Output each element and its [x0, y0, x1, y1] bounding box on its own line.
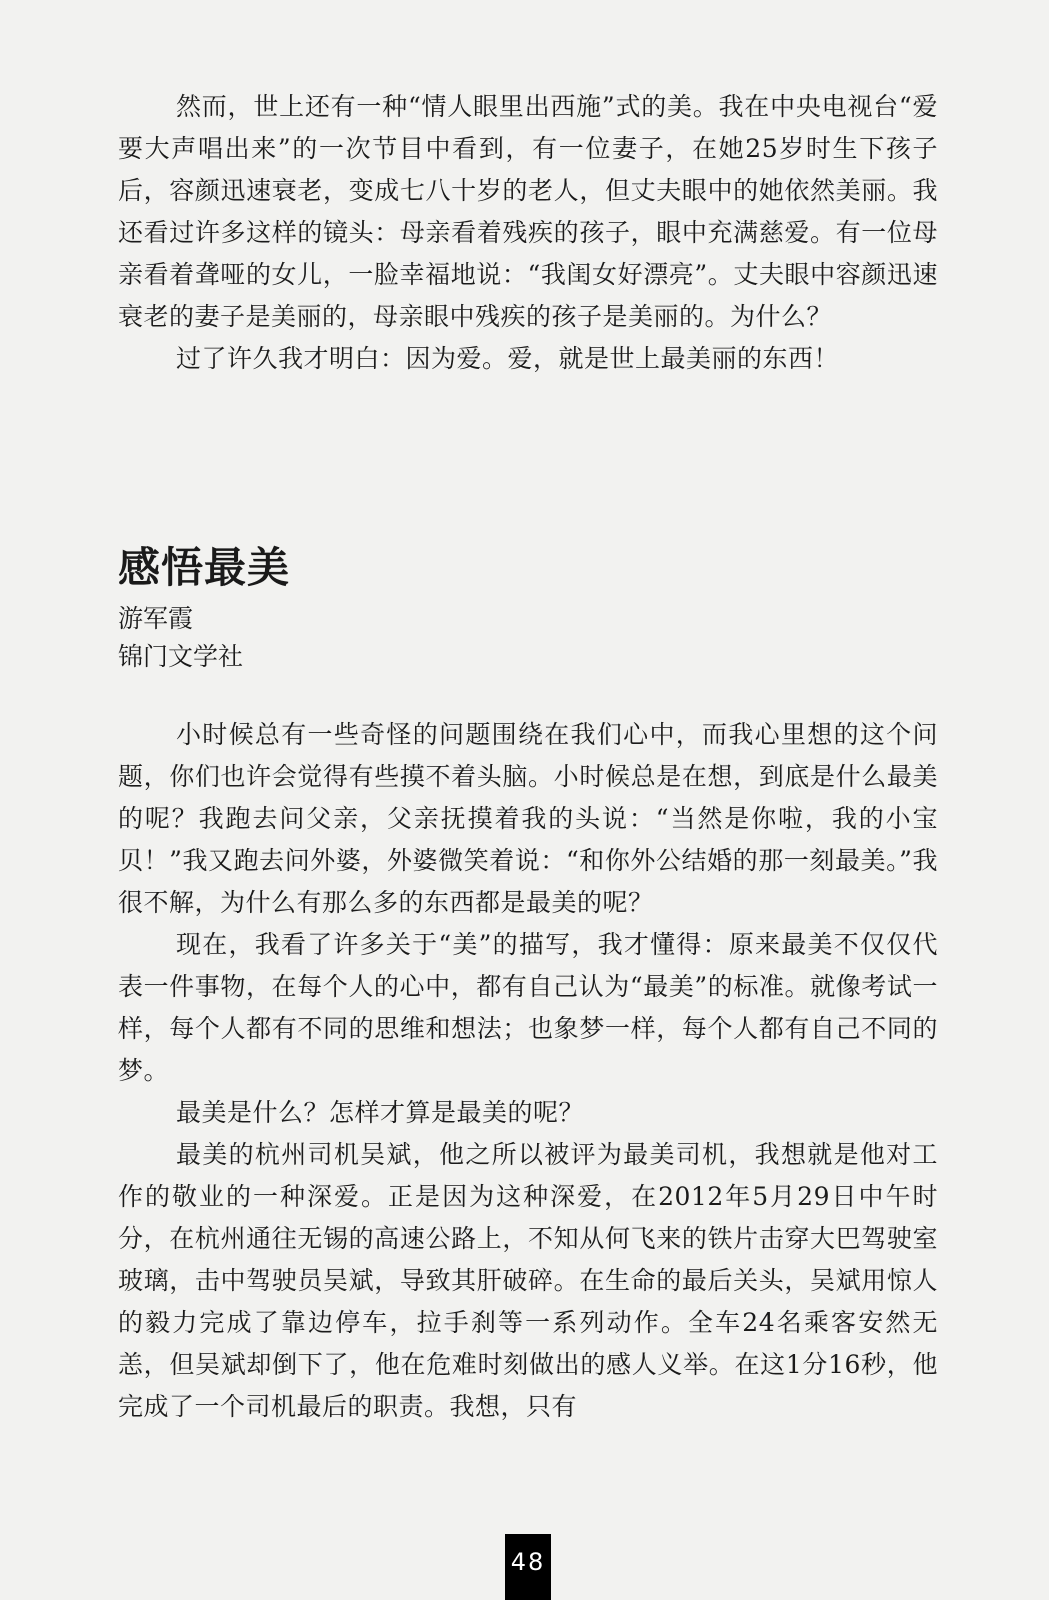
paragraph: 过了许久我才明白：因为爱。爱，就是世上最美丽的东西！ [176, 344, 840, 373]
article-author: 游军霞 [118, 604, 194, 633]
paragraph: 最美是什么？怎样才算是最美的呢？ [176, 1098, 585, 1127]
paragraph: 然而，世上还有一种“情人眼里出西施”式的美。我在中央电视台“爱要大声唱出来”的一次节目中看到，有一位妻子，在她25岁时生下孩子后，容颜迅速衰老，变成七八十岁的老人，但丈夫眼中的她依然美丽。我还看过许多这样的镜头：母亲看着残疾的孩子，眼中充满慈爱。有一位母亲看着聋哑的女儿，一脸幸福地说：“我闺女好漂亮”。丈夫眼中容颜迅速衰老的妻子是美丽的，母亲眼中残疾的孩子是美丽的。为什么？ [118, 92, 938, 331]
previous-article-ending [118, 86, 938, 380]
paragraph: 现在，我看了许多关于“美”的描写，我才懂得：原来最美不仅仅代表一件事物，在每个人的心中，都有自己认为“最美”的标准。就像考试一样，每个人都有不同的思维和想法；也象梦一样，每个人都有自己不同的梦。 [118, 930, 938, 1085]
page-number: 48 [505, 1534, 551, 1600]
article-organization: 锦门文学社 [118, 642, 244, 671]
article-body [118, 714, 938, 1428]
paragraph: 小时候总有一些奇怪的问题围绕在我们心中，而我心里想的这个问题，你们也许会觉得有些摸不着头脑。小时候总是在想，到底是什么最美的呢？我跑去问父亲，父亲抚摸着我的头说：“当然是你啦，我的小宝贝！”我又跑去问外婆，外婆微笑着说：“和你外公结婚的那一刻最美。”我很不解，为什么有那么多的东西都是最美的呢？ [118, 720, 938, 917]
paragraph: 最美的杭州司机吴斌，他之所以被评为最美司机，我想就是他对工作的敬业的一种深爱。正是因为这种深爱，在2012年5月29日中午时分，在杭州通往无锡的高速公路上，不知从何飞来的铁片击穿大巴驾驶室玻璃，击中驾驶员吴斌，导致其肝破碎。在生命的最后关头，吴斌用惊人的毅力完成了靠边停车，拉手刹等一系列动作。全车24名乘客安然无恙，但吴斌却倒下了，他在危难时刻做出的感人义举。在这1分16秒，他完成了一个司机最后的职责。我想，只有 [118, 1140, 938, 1421]
article-title: 感悟最美 [118, 543, 291, 592]
